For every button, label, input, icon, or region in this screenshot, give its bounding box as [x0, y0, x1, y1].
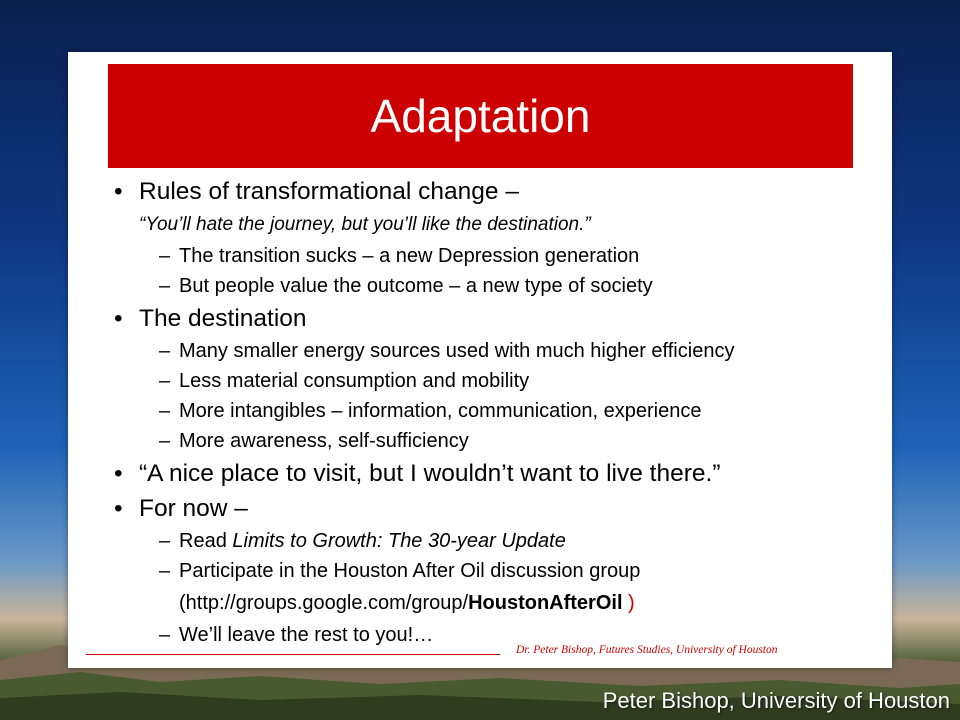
sub-bullet-consumption: – Less material consumption and mobility	[114, 366, 884, 396]
sub-bullet-transition: – The transition sucks – a new Depression generation	[114, 241, 884, 271]
sub-bullet-awareness: – More awareness, self-sufficiency	[114, 426, 884, 456]
sub-bullet-participate: – Participate in the Houston After Oil discussion group	[114, 556, 884, 586]
bullet-nice-place: • “A nice place to visit, but I wouldn’t want to live there.”	[114, 456, 884, 491]
sub-bullet-rest: – We’ll leave the rest to you!…	[114, 620, 884, 650]
book-title: Limits to Growth: The 30-year Update	[232, 530, 566, 552]
read-prefix: Read	[179, 530, 233, 552]
slide-panel	[68, 52, 892, 668]
group-url-line	[114, 586, 884, 620]
bullet-for-now: • For now –	[114, 491, 884, 526]
presenter-credit: Peter Bishop, University of Houston	[602, 688, 950, 713]
footer-credit: Dr. Peter Bishop, Futures Studies, University of Houston	[516, 644, 778, 656]
title-banner	[108, 64, 853, 168]
sub-bullet-intangibles: – More intangibles – information, communication, experience	[114, 396, 884, 426]
sub-bullet-read	[114, 526, 884, 556]
journey-quote: “You’ll hate the journey, but you’ll like the destination.”	[139, 214, 591, 235]
bullet-list	[114, 174, 884, 650]
footer-divider	[86, 654, 500, 655]
bullet-destination: • The destination	[114, 301, 884, 336]
group-url-prefix: (http://groups.google.com/group/	[179, 592, 469, 614]
slide-title: Adaptation	[370, 90, 591, 142]
sub-bullet-energy: – Many smaller energy sources used with much higher efficiency	[114, 336, 884, 366]
bullet-transformational-change: • Rules of transformational change –	[114, 174, 884, 209]
sub-bullet-outcome: – But people value the outcome – a new type of society	[114, 271, 884, 301]
group-url-name: HoustonAfterOil	[468, 592, 623, 614]
group-url-suffix: )	[622, 592, 635, 614]
